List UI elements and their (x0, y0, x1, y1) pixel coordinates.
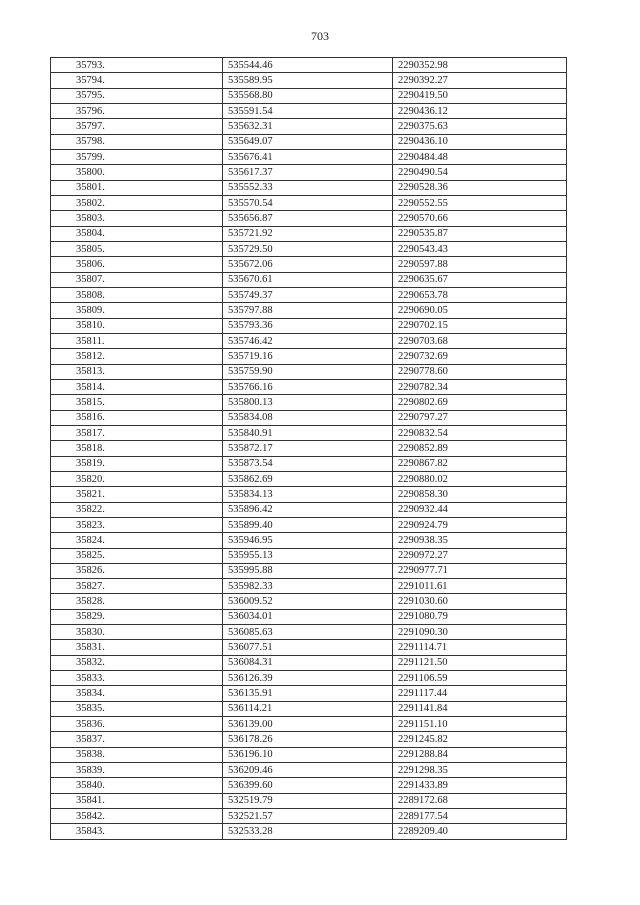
easting-cell: 535746.42 (223, 333, 393, 348)
northing-cell: 2290702.15 (393, 318, 567, 333)
northing-cell: 2290528.36 (393, 180, 567, 195)
easting-cell: 536114.21 (223, 701, 393, 716)
point-id-cell: 35825. (51, 548, 223, 563)
point-id-cell: 35827. (51, 579, 223, 594)
northing-cell: 2289209.40 (393, 824, 567, 839)
table-row (51, 241, 567, 256)
easting-cell: 535873.54 (223, 456, 393, 471)
easting-cell: 535632.31 (223, 119, 393, 134)
easting-cell: 536034.01 (223, 609, 393, 624)
easting-cell: 535591.54 (223, 103, 393, 118)
northing-cell: 2290690.05 (393, 303, 567, 318)
coordinates-table-body (51, 58, 567, 840)
easting-cell: 535729.50 (223, 241, 393, 256)
table-row (51, 287, 567, 302)
table-row (51, 701, 567, 716)
table-row (51, 824, 567, 839)
point-id-cell: 35841. (51, 793, 223, 808)
northing-cell: 2291151.10 (393, 717, 567, 732)
point-id-cell: 35808. (51, 287, 223, 302)
easting-cell: 535800.13 (223, 395, 393, 410)
northing-cell: 2290543.43 (393, 241, 567, 256)
table-row (51, 272, 567, 287)
northing-cell: 2291090.30 (393, 625, 567, 640)
easting-cell: 535672.06 (223, 257, 393, 272)
point-id-cell: 35836. (51, 717, 223, 732)
easting-cell: 535899.40 (223, 517, 393, 532)
table-row (51, 747, 567, 762)
easting-cell: 535862.69 (223, 471, 393, 486)
table-row (51, 134, 567, 149)
coordinates-table (50, 57, 567, 840)
northing-cell: 2290880.02 (393, 471, 567, 486)
northing-cell: 2290436.12 (393, 103, 567, 118)
easting-cell: 535766.16 (223, 379, 393, 394)
table-row (51, 732, 567, 747)
easting-cell: 535982.33 (223, 579, 393, 594)
point-id-cell: 35795. (51, 88, 223, 103)
point-id-cell: 35843. (51, 824, 223, 839)
easting-cell: 536135.91 (223, 686, 393, 701)
table-row (51, 717, 567, 732)
northing-cell: 2290635.67 (393, 272, 567, 287)
northing-cell: 2290703.68 (393, 333, 567, 348)
northing-cell: 2290419.50 (393, 88, 567, 103)
table-row (51, 671, 567, 686)
table-row (51, 686, 567, 701)
easting-cell: 535670.61 (223, 272, 393, 287)
point-id-cell: 35807. (51, 272, 223, 287)
table-row (51, 517, 567, 532)
point-id-cell: 35799. (51, 149, 223, 164)
northing-cell: 2291106.59 (393, 671, 567, 686)
point-id-cell: 35829. (51, 609, 223, 624)
point-id-cell: 35810. (51, 318, 223, 333)
easting-cell: 535759.90 (223, 364, 393, 379)
table-row (51, 579, 567, 594)
point-id-cell: 35794. (51, 73, 223, 88)
table-row (51, 809, 567, 824)
northing-cell: 2290570.66 (393, 211, 567, 226)
table-row (51, 563, 567, 578)
easting-cell: 535721.92 (223, 226, 393, 241)
point-id-cell: 35797. (51, 119, 223, 134)
point-id-cell: 35830. (51, 625, 223, 640)
table-row (51, 103, 567, 118)
point-id-cell: 35816. (51, 410, 223, 425)
easting-cell: 535995.88 (223, 563, 393, 578)
point-id-cell: 35818. (51, 441, 223, 456)
easting-cell: 536126.39 (223, 671, 393, 686)
northing-cell: 2290484.48 (393, 149, 567, 164)
easting-cell: 536085.63 (223, 625, 393, 640)
northing-cell: 2290392.27 (393, 73, 567, 88)
table-row (51, 456, 567, 471)
northing-cell: 2291080.79 (393, 609, 567, 624)
table-row (51, 640, 567, 655)
easting-cell: 535544.46 (223, 58, 393, 73)
easting-cell: 535568.80 (223, 88, 393, 103)
northing-cell: 2290490.54 (393, 165, 567, 180)
table-row (51, 609, 567, 624)
easting-cell: 535955.13 (223, 548, 393, 563)
table-row (51, 58, 567, 73)
table-row (51, 180, 567, 195)
easting-cell: 535552.33 (223, 180, 393, 195)
easting-cell: 532521.57 (223, 809, 393, 824)
northing-cell: 2290924.79 (393, 517, 567, 532)
point-id-cell: 35812. (51, 349, 223, 364)
point-id-cell: 35798. (51, 134, 223, 149)
easting-cell: 535719.16 (223, 349, 393, 364)
point-id-cell: 35835. (51, 701, 223, 716)
table-row (51, 594, 567, 609)
northing-cell: 2290436.10 (393, 134, 567, 149)
table-row (51, 211, 567, 226)
table-row (51, 226, 567, 241)
easting-cell: 535834.08 (223, 410, 393, 425)
northing-cell: 2291011.61 (393, 579, 567, 594)
point-id-cell: 35815. (51, 395, 223, 410)
point-id-cell: 35837. (51, 732, 223, 747)
table-row (51, 333, 567, 348)
northing-cell: 2290732.69 (393, 349, 567, 364)
point-id-cell: 35813. (51, 364, 223, 379)
table-row (51, 793, 567, 808)
northing-cell: 2290782.34 (393, 379, 567, 394)
table-row (51, 471, 567, 486)
point-id-cell: 35831. (51, 640, 223, 655)
northing-cell: 2291121.50 (393, 655, 567, 670)
easting-cell: 536209.46 (223, 763, 393, 778)
easting-cell: 535896.42 (223, 502, 393, 517)
point-id-cell: 35838. (51, 747, 223, 762)
northing-cell: 2291245.82 (393, 732, 567, 747)
point-id-cell: 35821. (51, 487, 223, 502)
point-id-cell: 35806. (51, 257, 223, 272)
easting-cell: 535589.95 (223, 73, 393, 88)
northing-cell: 2290375.63 (393, 119, 567, 134)
northing-cell: 2291141.84 (393, 701, 567, 716)
point-id-cell: 35793. (51, 58, 223, 73)
easting-cell: 535793.36 (223, 318, 393, 333)
northing-cell: 2290797.27 (393, 410, 567, 425)
easting-cell: 536399.60 (223, 778, 393, 793)
northing-cell: 2290852.89 (393, 441, 567, 456)
point-id-cell: 35834. (51, 686, 223, 701)
easting-cell: 535570.54 (223, 195, 393, 210)
easting-cell: 535676.41 (223, 149, 393, 164)
table-row (51, 349, 567, 364)
point-id-cell: 35842. (51, 809, 223, 824)
table-row (51, 502, 567, 517)
point-id-cell: 35809. (51, 303, 223, 318)
point-id-cell: 35796. (51, 103, 223, 118)
northing-cell: 2290535.87 (393, 226, 567, 241)
point-id-cell: 35800. (51, 165, 223, 180)
point-id-cell: 35822. (51, 502, 223, 517)
table-row (51, 73, 567, 88)
table-row (51, 441, 567, 456)
northing-cell: 2290653.78 (393, 287, 567, 302)
point-id-cell: 35817. (51, 425, 223, 440)
point-id-cell: 35820. (51, 471, 223, 486)
point-id-cell: 35823. (51, 517, 223, 532)
table-row (51, 487, 567, 502)
table-row (51, 318, 567, 333)
northing-cell: 2290597.88 (393, 257, 567, 272)
northing-cell: 2291030.60 (393, 594, 567, 609)
point-id-cell: 35826. (51, 563, 223, 578)
point-id-cell: 35802. (51, 195, 223, 210)
northing-cell: 2290832.54 (393, 425, 567, 440)
easting-cell: 535872.17 (223, 441, 393, 456)
table-row (51, 425, 567, 440)
northing-cell: 2289172.68 (393, 793, 567, 808)
northing-cell: 2290932.44 (393, 502, 567, 517)
table-row (51, 763, 567, 778)
point-id-cell: 35811. (51, 333, 223, 348)
point-id-cell: 35828. (51, 594, 223, 609)
point-id-cell: 35833. (51, 671, 223, 686)
table-row (51, 533, 567, 548)
point-id-cell: 35801. (51, 180, 223, 195)
northing-cell: 2290352.98 (393, 58, 567, 73)
northing-cell: 2290977.71 (393, 563, 567, 578)
point-id-cell: 35805. (51, 241, 223, 256)
table-row (51, 119, 567, 134)
table-row (51, 149, 567, 164)
point-id-cell: 35839. (51, 763, 223, 778)
table-row (51, 257, 567, 272)
page-number: 703 (311, 29, 329, 43)
table-row (51, 88, 567, 103)
easting-cell: 536077.51 (223, 640, 393, 655)
northing-cell: 2290938.35 (393, 533, 567, 548)
northing-cell: 2289177.54 (393, 809, 567, 824)
table-row (51, 364, 567, 379)
easting-cell: 535840.91 (223, 425, 393, 440)
point-id-cell: 35824. (51, 533, 223, 548)
easting-cell: 535617.37 (223, 165, 393, 180)
table-row (51, 778, 567, 793)
point-id-cell: 35832. (51, 655, 223, 670)
easting-cell: 535797.88 (223, 303, 393, 318)
table-row (51, 165, 567, 180)
table-row (51, 410, 567, 425)
northing-cell: 2291298.35 (393, 763, 567, 778)
easting-cell: 536084.31 (223, 655, 393, 670)
easting-cell: 535749.37 (223, 287, 393, 302)
northing-cell: 2290778.60 (393, 364, 567, 379)
table-row (51, 195, 567, 210)
easting-cell: 535834.13 (223, 487, 393, 502)
easting-cell: 536139.00 (223, 717, 393, 732)
point-id-cell: 35804. (51, 226, 223, 241)
northing-cell: 2290802.69 (393, 395, 567, 410)
table-row (51, 395, 567, 410)
table-row (51, 625, 567, 640)
northing-cell: 2291433.89 (393, 778, 567, 793)
easting-cell: 532533.28 (223, 824, 393, 839)
point-id-cell: 35819. (51, 456, 223, 471)
point-id-cell: 35814. (51, 379, 223, 394)
table-row (51, 655, 567, 670)
point-id-cell: 35803. (51, 211, 223, 226)
northing-cell: 2290858.30 (393, 487, 567, 502)
northing-cell: 2291114.71 (393, 640, 567, 655)
northing-cell: 2290867.82 (393, 456, 567, 471)
northing-cell: 2290552.55 (393, 195, 567, 210)
point-id-cell: 35840. (51, 778, 223, 793)
easting-cell: 532519.79 (223, 793, 393, 808)
easting-cell: 536196.10 (223, 747, 393, 762)
northing-cell: 2290972.27 (393, 548, 567, 563)
northing-cell: 2291117.44 (393, 686, 567, 701)
table-row (51, 303, 567, 318)
easting-cell: 536009.52 (223, 594, 393, 609)
table-row (51, 379, 567, 394)
easting-cell: 535656.87 (223, 211, 393, 226)
easting-cell: 535946.95 (223, 533, 393, 548)
easting-cell: 535649.07 (223, 134, 393, 149)
northing-cell: 2291288.84 (393, 747, 567, 762)
table-row (51, 548, 567, 563)
easting-cell: 536178.26 (223, 732, 393, 747)
